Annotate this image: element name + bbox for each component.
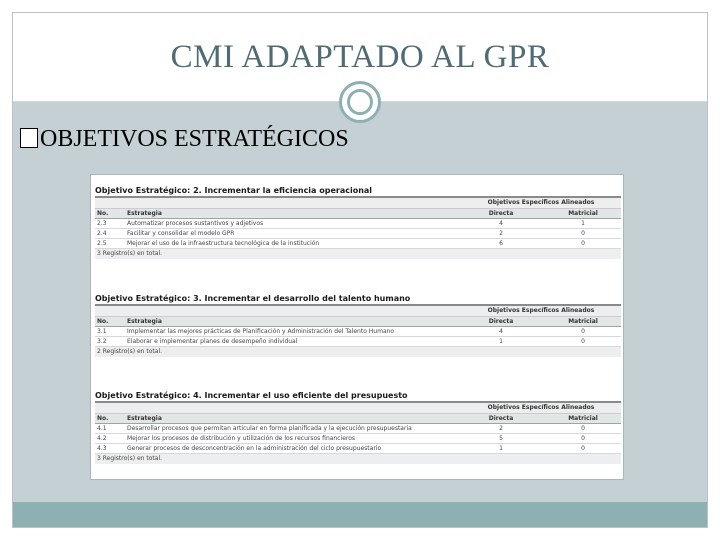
cell-estrategia: Generar procesos de desconcentración en la administración del ciclo presupuestario xyxy=(127,445,382,452)
cell-directa: 6 xyxy=(499,240,503,247)
cell-matricial: 0 xyxy=(581,338,585,345)
cell-estrategia: Mejorar los procesos de distribución y utilización de los recursos financieros xyxy=(127,435,356,442)
cell-matricial: 0 xyxy=(581,240,585,247)
table-row xyxy=(95,239,621,249)
section-heading: Objetivo Estratégico: 3. Incrementar el desarrollo del talento humano xyxy=(95,293,621,306)
records-total: 2 Registro(s) en total. xyxy=(95,347,621,357)
objective-section xyxy=(95,390,621,464)
records-total: 3 Registro(s) en total. xyxy=(95,249,621,259)
cell-directa: 1 xyxy=(499,445,503,452)
col-estrategia: Estrategia xyxy=(127,210,162,217)
table-row xyxy=(95,327,621,337)
cell-matricial: 0 xyxy=(581,328,585,335)
objective-section xyxy=(95,293,621,357)
cell-no: 3.1 xyxy=(97,328,107,335)
circle-ornament-icon xyxy=(339,81,381,123)
group-header-row xyxy=(95,198,621,208)
cell-directa: 4 xyxy=(499,220,503,227)
cell-directa: 1 xyxy=(499,338,503,345)
cell-matricial: 0 xyxy=(581,445,585,452)
group-header-label: Objetivos Específicos Alineados xyxy=(487,404,595,411)
report-image xyxy=(90,174,624,480)
cell-no: 2.3 xyxy=(97,220,107,227)
bullet-text: OBJETIVOS ESTRATÉGICOS xyxy=(40,126,349,152)
column-header-row xyxy=(95,208,621,219)
table-row xyxy=(95,444,621,454)
col-no: No. xyxy=(97,210,109,217)
group-header-row xyxy=(95,306,621,316)
cell-no: 4.3 xyxy=(97,445,107,452)
footer-bar xyxy=(13,502,707,527)
cell-matricial: 0 xyxy=(581,425,585,432)
cell-matricial: 0 xyxy=(581,435,585,442)
col-estrategia: Estrategia xyxy=(127,318,162,325)
cell-no: 3.2 xyxy=(97,338,107,345)
cell-matricial: 1 xyxy=(581,220,585,227)
group-header-label: Objetivos Específicos Alineados xyxy=(487,199,595,206)
objective-section xyxy=(95,185,621,259)
group-header-label: Objetivos Específicos Alineados xyxy=(487,307,595,314)
table-row xyxy=(95,229,621,239)
column-header-row xyxy=(95,316,621,327)
cell-no: 4.2 xyxy=(97,435,107,442)
slide-title: CMI ADAPTADO AL GPR xyxy=(170,39,550,75)
cell-estrategia: Elaborar e implementar planes de desempeño individual xyxy=(127,338,298,345)
cell-estrategia: Implementar las mejores prácticas de Planificación y Administración del Talento Humano xyxy=(127,328,395,335)
cell-no: 2.4 xyxy=(97,230,107,237)
cell-estrategia: Desarrollar procesos que permitan articular en forma planificada y la ejecución presupuestaria xyxy=(127,425,412,432)
table-row xyxy=(95,219,621,229)
cell-directa: 4 xyxy=(499,328,503,335)
bullet-item xyxy=(20,126,349,153)
group-header-row xyxy=(95,403,621,413)
cell-directa: 2 xyxy=(499,230,503,237)
section-heading: Objetivo Estratégico: 4. Incrementar el uso eficiente del presupuesto xyxy=(95,390,621,403)
records-total: 3 Registro(s) en total. xyxy=(95,454,621,464)
cell-estrategia: Mejorar el uso de la infraestructura tecnológica de la institución xyxy=(127,240,320,247)
col-directa: Directa xyxy=(488,415,514,422)
cell-no: 2.5 xyxy=(97,240,107,247)
cell-matricial: 0 xyxy=(581,230,585,237)
col-no: No. xyxy=(97,318,109,325)
cell-directa: 5 xyxy=(499,435,503,442)
col-directa: Directa xyxy=(488,318,514,325)
cell-no: 4.1 xyxy=(97,425,107,432)
col-matricial: Matricial xyxy=(568,318,598,325)
table-row xyxy=(95,337,621,347)
section-heading: Objetivo Estratégico: 2. Incrementar la eficiencia operacional xyxy=(95,185,621,198)
col-estrategia: Estrategia xyxy=(127,415,162,422)
bullet-box-icon xyxy=(20,128,38,148)
col-directa: Directa xyxy=(488,210,514,217)
column-header-row xyxy=(95,413,621,424)
col-matricial: Matricial xyxy=(568,415,598,422)
col-no: No. xyxy=(97,415,109,422)
cell-directa: 2 xyxy=(499,425,503,432)
cell-estrategia: Automatizar procesos sustantivos y adjetivos xyxy=(127,220,264,227)
table-row xyxy=(95,434,621,444)
cell-estrategia: Facilitar y consolidar el modelo GPR xyxy=(127,230,235,237)
circle-ornament-inner xyxy=(347,89,373,115)
table-row xyxy=(95,424,621,434)
col-matricial: Matricial xyxy=(568,210,598,217)
